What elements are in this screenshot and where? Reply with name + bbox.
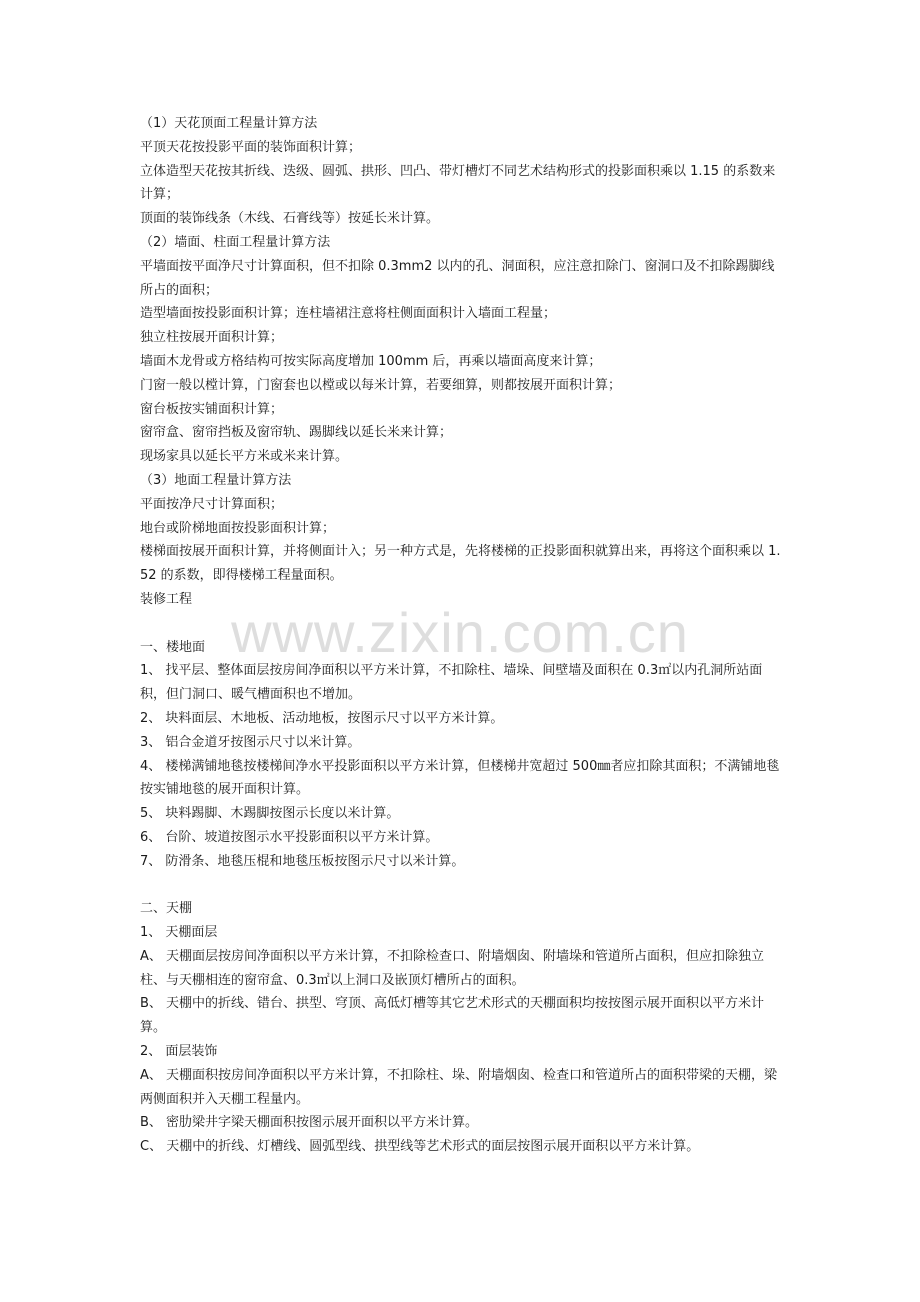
- text-line: 楼梯面按展开面积计算，并将侧面计入；另一种方式是，先将楼梯的正投影面积就算出来，再将这个面积乘以 1.52 的系数，即得楼梯工程量面积。: [140, 544, 781, 584]
- spacer: [140, 612, 785, 636]
- list-item: 2、 块料面层、木地板、活动地板，按图示尺寸以平方米计算。: [140, 710, 504, 726]
- document-body: [140, 112, 785, 1159]
- text-line: 窗台板按实铺面积计算；: [140, 401, 284, 417]
- text-line: 门窗一般以樘计算，门窗套也以樘或以每米计算，若要细算，则都按展开面积计算；: [140, 377, 622, 393]
- heading-renovation: 装修工程: [140, 591, 193, 607]
- watermark: www.zixin.com.cn: [231, 601, 689, 664]
- text-line: 现场家具以延长平方米或米来计算。: [140, 449, 349, 465]
- list-item: 5、 块料踢脚、木踢脚按图示长度以米计算。: [140, 806, 400, 822]
- list-item: B、 密肋梁井字梁天棚面积按图示展开面积以平方米计算。: [140, 1115, 479, 1131]
- list-item: 4、 楼梯满铺地毯按楼梯间净水平投影面积以平方米计算，但楼梯井宽超过 500㎜者应扣除其面积；不满铺地毯按实铺地毯的展开面积计算。: [140, 758, 780, 798]
- list-item: 6、 台阶、坡道按图示水平投影面积以平方米计算。: [140, 829, 439, 845]
- text-line: 平面按净尺寸计算面积；: [140, 496, 284, 512]
- text-line: 墙面木龙骨或方格结构可按实际高度增加 100mm 后，再乘以墙面高度来计算；: [140, 353, 602, 369]
- list-item: B、 天棚中的折线、错台、拱型、穹顶、高低灯槽等其它艺术形式的天棚面积均按按图示展开面积以平方米计算。: [140, 996, 765, 1036]
- list-item: 7、 防滑条、地毯压棍和地毯压板按图示尺寸以米计算。: [140, 853, 465, 869]
- list-item: A、 天棚面层按房间净面积以平方米计算，不扣除检查口、附墙烟囱、附墙垛和管道所占面积，但应扣除独立柱、与天棚相连的窗帘盒、0.3㎡以上洞口及嵌顶灯槽所占的面积。: [140, 948, 765, 988]
- list-item: 1、 找平层、整体面层按房间净面积以平方米计算，不扣除柱、墙垛、间壁墙及面积在 0.3㎡以内孔洞所站面积，但门洞口、暖气槽面积也不增加。: [140, 663, 763, 703]
- spacer: [140, 874, 785, 898]
- list-item: C、 天棚中的折线、灯槽线、圆弧型线、拱型线等艺术形式的面层按图示展开面积以平方米计算。: [140, 1139, 700, 1155]
- heading-wall-method: （2）墙面、柱面工程量计算方法: [140, 234, 331, 250]
- subheading: 1、 天棚面层: [140, 925, 218, 941]
- text-line: 顶面的装饰线条（木线、石膏线等）按延长米计算。: [140, 211, 440, 227]
- text-line: 造型墙面按投影面积计算；连柱墙裙注意将柱侧面面积计入墙面工程量；: [140, 306, 557, 322]
- text-line: 地台或阶梯地面按投影面积计算；: [140, 520, 336, 536]
- heading-floor-method: （3）地面工程量计算方法: [140, 472, 292, 488]
- heading-ceiling: 二、天棚: [140, 901, 193, 917]
- text-line: 窗帘盒、窗帘挡板及窗帘轨、踢脚线以延长米来计算；: [140, 425, 453, 441]
- list-item: A、 天棚面积按房间净面积以平方米计算，不扣除柱、垛、附墙烟囱、检查口和管道所占的面积带梁的天棚，梁两侧面积并入天棚工程量内。: [140, 1067, 778, 1107]
- heading-floor: 一、楼地面: [140, 639, 206, 655]
- heading-ceiling-method: （1）天花顶面工程量计算方法: [140, 116, 318, 131]
- subheading: 2、 面层装饰: [140, 1044, 218, 1060]
- text-line: 立体造型天花按其折线、迭级、圆弧、拱形、凹凸、带灯槽灯不同艺术结构形式的投影面积乘以 1.15 的系数来计算；: [140, 163, 776, 203]
- text-line: 平顶天花按投影平面的装饰面积计算；: [140, 139, 362, 155]
- list-item: 3、 铝合金道牙按图示尺寸以米计算。: [140, 734, 361, 750]
- text-line: 平墙面按平面净尺寸计算面积，但不扣除 0.3mm2 以内的孔、洞面积，应注意扣除门、窗洞口及不扣除踢脚线所占的面积；: [140, 258, 775, 298]
- text-line: 独立柱按展开面积计算；: [140, 330, 284, 346]
